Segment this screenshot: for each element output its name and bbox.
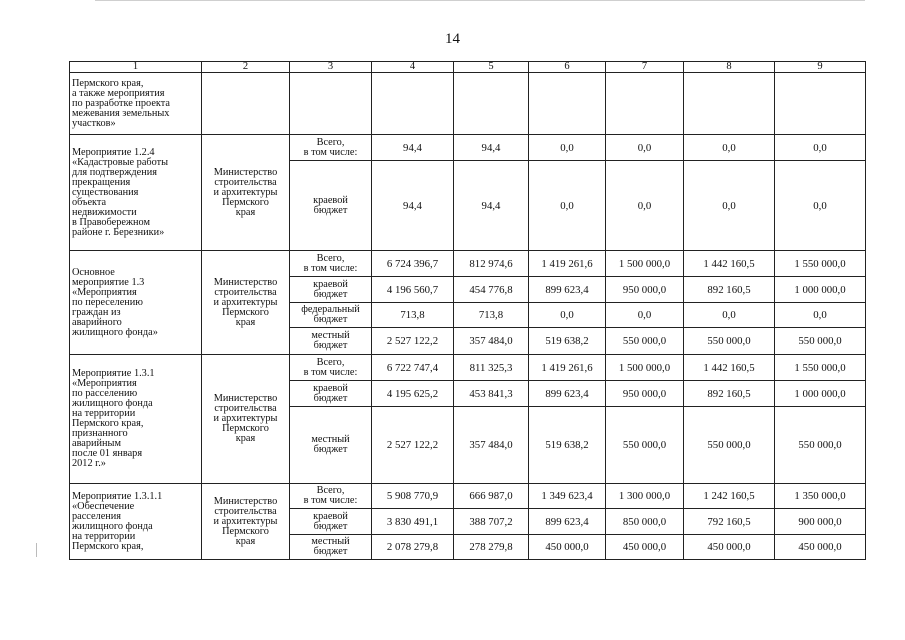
amount-cell: 450 000,0 (606, 535, 684, 560)
amount-cell: 450 000,0 (684, 535, 775, 560)
measure-name-cell: Мероприятие 1.3.1 «Мероприятия по расселению жилищного фонда на территории Пермского края, признанного аварийным после 01 января 2012 г.» (70, 355, 202, 484)
amount-cell: 899 623,4 (529, 277, 606, 303)
column-header: 5 (454, 62, 529, 73)
amount-cell: 0,0 (606, 161, 684, 251)
amount-cell: 550 000,0 (775, 328, 866, 355)
amount-cell (529, 73, 606, 135)
funding-source-cell: Всего, в том числе: (290, 355, 372, 381)
column-header: 7 (606, 62, 684, 73)
amount-cell: 0,0 (775, 161, 866, 251)
amount-cell: 1 242 160,5 (684, 484, 775, 509)
funding-source-cell: местный бюджет (290, 535, 372, 560)
amount-cell: 899 623,4 (529, 381, 606, 407)
amount-cell: 519 638,2 (529, 328, 606, 355)
amount-cell: 1 350 000,0 (775, 484, 866, 509)
amount-cell: 1 300 000,0 (606, 484, 684, 509)
amount-cell: 388 707,2 (454, 509, 529, 535)
amount-cell: 850 000,0 (606, 509, 684, 535)
budget-table (69, 61, 866, 560)
amount-cell: 3 830 491,1 (372, 509, 454, 535)
amount-cell: 454 776,8 (454, 277, 529, 303)
responsible-cell: Министерство строительства и архитектуры Пермского края (202, 135, 290, 251)
table-row (70, 355, 866, 381)
amount-cell (606, 73, 684, 135)
amount-cell: 550 000,0 (606, 407, 684, 484)
amount-cell: 550 000,0 (775, 407, 866, 484)
amount-cell: 0,0 (529, 303, 606, 328)
amount-cell: 450 000,0 (775, 535, 866, 560)
amount-cell: 550 000,0 (606, 328, 684, 355)
column-header: 1 (70, 62, 202, 73)
table-row (70, 484, 866, 509)
amount-cell: 892 160,5 (684, 381, 775, 407)
amount-cell: 4 196 560,7 (372, 277, 454, 303)
amount-cell: 1 500 000,0 (606, 251, 684, 277)
amount-cell: 900 000,0 (775, 509, 866, 535)
column-header: 9 (775, 62, 866, 73)
amount-cell: 450 000,0 (529, 535, 606, 560)
amount-cell: 1 349 623,4 (529, 484, 606, 509)
table-row (70, 135, 866, 161)
amount-cell: 1 550 000,0 (775, 251, 866, 277)
funding-source-cell: федеральный бюджет (290, 303, 372, 328)
funding-source-cell: местный бюджет (290, 328, 372, 355)
responsible-cell: Министерство строительства и архитектуры Пермского края (202, 484, 290, 560)
amount-cell: 94,4 (372, 161, 454, 251)
amount-cell: 278 279,8 (454, 535, 529, 560)
amount-cell: 550 000,0 (684, 407, 775, 484)
funding-source-cell (290, 73, 372, 135)
funding-source-cell: краевой бюджет (290, 381, 372, 407)
amount-cell: 811 325,3 (454, 355, 529, 381)
funding-source-cell: Всего, в том числе: (290, 135, 372, 161)
amount-cell: 899 623,4 (529, 509, 606, 535)
funding-source-cell: краевой бюджет (290, 277, 372, 303)
amount-cell: 1 500 000,0 (606, 355, 684, 381)
amount-cell: 1 000 000,0 (775, 381, 866, 407)
column-header: 6 (529, 62, 606, 73)
measure-name-cell: Мероприятие 1.3.1.1 «Обеспечение расселения жилищного фонда на территории Пермского края, (70, 484, 202, 560)
measure-name-cell: Мероприятие 1.2.4 «Кадастровые работы для подтверждения прекращения существования объекта недвижимости в Правобережном районе г. Березники» (70, 135, 202, 251)
amount-cell: 0,0 (606, 135, 684, 161)
column-header: 4 (372, 62, 454, 73)
amount-cell: 1 419 261,6 (529, 251, 606, 277)
amount-cell: 357 484,0 (454, 407, 529, 484)
amount-cell: 0,0 (684, 135, 775, 161)
column-header: 2 (202, 62, 290, 73)
measure-name-cell: Основное мероприятие 1.3 «Мероприятия по переселению граждан из аварийного жилищного фонда» (70, 251, 202, 355)
amount-cell: 1 442 160,5 (684, 251, 775, 277)
amount-cell: 713,8 (454, 303, 529, 328)
amount-cell: 950 000,0 (606, 277, 684, 303)
amount-cell: 2 078 279,8 (372, 535, 454, 560)
amount-cell (372, 73, 454, 135)
amount-cell: 550 000,0 (684, 328, 775, 355)
amount-cell: 94,4 (454, 161, 529, 251)
amount-cell: 1 419 261,6 (529, 355, 606, 381)
amount-cell (775, 73, 866, 135)
amount-cell: 0,0 (684, 161, 775, 251)
amount-cell: 792 160,5 (684, 509, 775, 535)
amount-cell: 892 160,5 (684, 277, 775, 303)
amount-cell: 453 841,3 (454, 381, 529, 407)
funding-source-cell: местный бюджет (290, 407, 372, 484)
funding-source-cell: Всего, в том числе: (290, 251, 372, 277)
amount-cell: 0,0 (775, 303, 866, 328)
table-row (70, 251, 866, 277)
amount-cell: 94,4 (372, 135, 454, 161)
amount-cell (454, 73, 529, 135)
amount-cell: 357 484,0 (454, 328, 529, 355)
responsible-cell: Министерство строительства и архитектуры Пермского края (202, 251, 290, 355)
table-body (70, 62, 866, 560)
amount-cell: 0,0 (529, 135, 606, 161)
measure-name-cell: Пермского края, а также мероприятия по разработке проекта межевания земельных участков» (70, 73, 202, 135)
column-header: 8 (684, 62, 775, 73)
top-rule (95, 0, 865, 1)
column-header: 3 (290, 62, 372, 73)
scan-mark (36, 543, 37, 557)
amount-cell: 5 908 770,9 (372, 484, 454, 509)
funding-source-cell: краевой бюджет (290, 161, 372, 251)
responsible-cell (202, 73, 290, 135)
amount-cell: 1 000 000,0 (775, 277, 866, 303)
table-row (70, 73, 866, 135)
amount-cell: 0,0 (775, 135, 866, 161)
amount-cell: 666 987,0 (454, 484, 529, 509)
amount-cell: 0,0 (529, 161, 606, 251)
amount-cell: 0,0 (684, 303, 775, 328)
amount-cell: 0,0 (606, 303, 684, 328)
amount-cell: 812 974,6 (454, 251, 529, 277)
amount-cell: 713,8 (372, 303, 454, 328)
amount-cell: 519 638,2 (529, 407, 606, 484)
amount-cell: 1 550 000,0 (775, 355, 866, 381)
amount-cell: 6 724 396,7 (372, 251, 454, 277)
header-row (70, 62, 866, 73)
page-number: 14 (445, 31, 460, 47)
amount-cell: 4 195 625,2 (372, 381, 454, 407)
funding-source-cell: Всего, в том числе: (290, 484, 372, 509)
amount-cell: 2 527 122,2 (372, 407, 454, 484)
amount-cell: 6 722 747,4 (372, 355, 454, 381)
responsible-cell: Министерство строительства и архитектуры Пермского края (202, 355, 290, 484)
amount-cell: 1 442 160,5 (684, 355, 775, 381)
amount-cell (684, 73, 775, 135)
amount-cell: 94,4 (454, 135, 529, 161)
amount-cell: 950 000,0 (606, 381, 684, 407)
amount-cell: 2 527 122,2 (372, 328, 454, 355)
funding-source-cell: краевой бюджет (290, 509, 372, 535)
